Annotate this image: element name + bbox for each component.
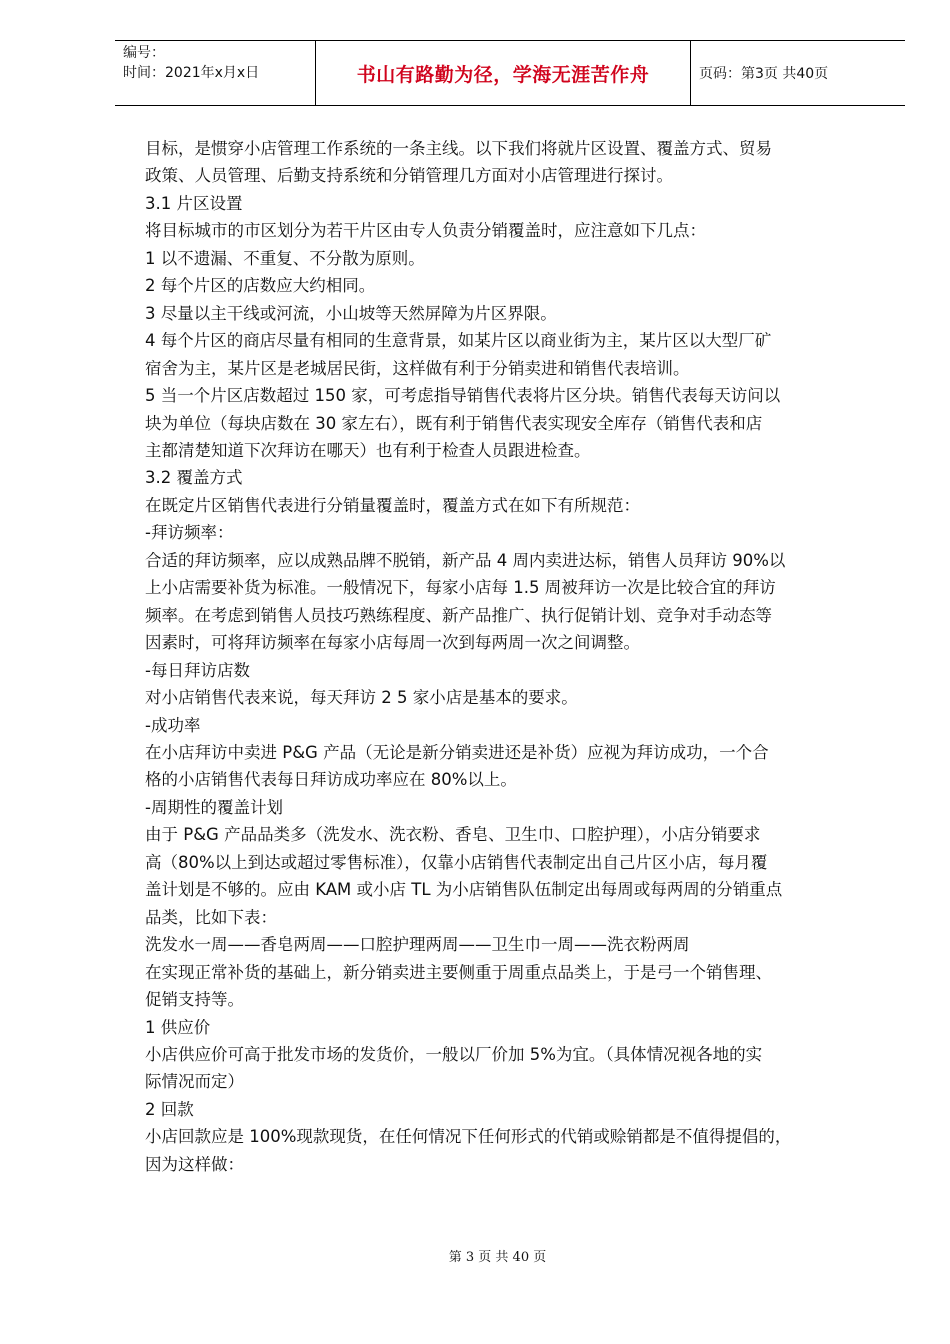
body-line: 小店供应价可高于批发市场的发货价，一般以厂价加 5%为宜。（具体情况视各地的实 — [145, 1044, 763, 1064]
body-line: 上小店需要补货为标准。一般情况下，每家小店每 1.5 周被拜访一次是比较合宜的拜访 — [145, 578, 776, 598]
page-footer: 第 3 页 共 40 页 — [448, 1250, 547, 1265]
body-line: 际情况而定） — [145, 1072, 244, 1092]
body-line: 2 回款 — [145, 1099, 194, 1119]
body-line: -成功率 — [145, 715, 201, 735]
header-page-cell — [691, 41, 905, 105]
body-line: 因为这样做： — [145, 1154, 244, 1174]
body-line: 1 以不遗漏、不重复、不分散为原则。 — [145, 248, 425, 268]
body-line: 1 供应价 — [145, 1017, 211, 1037]
body-line: 在既定片区销售代表进行分销量覆盖时，覆盖方式在如下有所规范： — [145, 495, 640, 515]
body-line: 2 每个片区的店数应大约相同。 — [145, 276, 376, 296]
body-line: -拜访频率： — [145, 523, 234, 543]
body-line: 小店回款应是 100%现款现货，在任何情况下任何形式的代销或赊销都是不值得提倡的， — [145, 1127, 792, 1147]
body-line: 目标，是惯穿小店管理工作系统的一条主线。以下我们将就片区设置、覆盖方式、贸易 — [145, 139, 772, 158]
body-line: 在小店拜访中卖进 P&G 产品（无论是新分销卖进还是补货）应视为拜访成功，一个合 — [145, 742, 769, 762]
body-line: 5 当一个片区店数超过 150 家，可考虑指导销售代表将片区分块。销售代表每天访问以 — [145, 386, 781, 406]
body-line: 4 每个片区的商店尽量有相同的生意背景，如某片区以商业街为主，某片区以大型厂矿 — [145, 331, 772, 351]
body-line: 政策、人员管理、后勤支持系统和分销管理几方面对小店管理进行探讨。 — [145, 166, 673, 186]
body-line: 品类，比如下表： — [145, 907, 277, 927]
document-body — [145, 135, 877, 1178]
body-line: 3.2 覆盖方式 — [145, 468, 243, 488]
body-line: -周期性的覆盖计划 — [145, 797, 283, 817]
page-header — [115, 40, 905, 106]
document-number-label: 编号： — [123, 45, 165, 61]
body-line: 对小店销售代表来说，每天拜访 2 5 家小店是基本的要求。 — [145, 688, 578, 708]
header-meta — [115, 41, 316, 105]
body-line: 频率。在考虑到销售人员技巧熟练程度、新产品推广、执行促销计划、竞争对手动态等 — [145, 605, 772, 625]
body-line: 3.1 片区设置 — [145, 193, 243, 213]
body-line: 将目标城市的市区划分为若干片区由专人负责分销覆盖时，应注意如下几点： — [145, 221, 706, 241]
body-line: 格的小店销售代表每日拜访成功率应在 80%以上。 — [145, 770, 517, 790]
body-line: 3 尽量以主干线或河流，小山坡等天然屏障为片区界限。 — [145, 303, 557, 323]
body-line: 合适的拜访频率，应以成熟品牌不脱销，新产品 4 周内卖进达标，销售人员拜访 90%以 — [145, 550, 786, 570]
body-line: 促销支持等。 — [145, 990, 244, 1010]
document-time-label: 时间：2021年x月x日 — [123, 65, 260, 81]
body-line: -每日拜访店数 — [145, 660, 250, 680]
body-line: 宿舍为主，某片区是老城居民街，这样做有利于分销卖进和销售代表培训。 — [145, 358, 690, 378]
body-line: 洗发水一周——香皂两周——口腔护理两周——卫生巾一周——洗衣粉两周 — [145, 935, 690, 955]
body-line: 高（80%以上到达或超过零售标准），仅靠小店销售代表制定出自己片区小店，每月覆 — [145, 852, 768, 872]
header-motto-cell — [316, 41, 691, 105]
header-page-number: 页码：第3页 共40页 — [699, 66, 829, 82]
body-line: 因素时，可将拜访频率在每家小店每周一次到每两周一次之间调整。 — [145, 633, 640, 653]
header-motto: 书山有路勤为径，学海无涯苦作舟 — [356, 63, 650, 86]
body-line: 块为单位（每块店数在 30 家左右），既有利于销售代表实现安全库存（销售代表和店 — [145, 413, 763, 433]
body-line: 由于 P&G 产品品类多（洗发水、洗衣粉、香皂、卫生巾、口腔护理），小店分销要求 — [145, 825, 761, 845]
body-line: 主都清楚知道下次拜访在哪天）也有利于检查人员跟进检查。 — [145, 440, 591, 460]
body-line: 在实现正常补货的基础上，新分销卖进主要侧重于周重点品类上，于是弓一个销售理、 — [145, 962, 772, 982]
body-line: 盖计划是不够的。应由 KAM 或小店 TL 为小店销售队伍制定出每周或每两周的分销重点 — [145, 880, 783, 900]
